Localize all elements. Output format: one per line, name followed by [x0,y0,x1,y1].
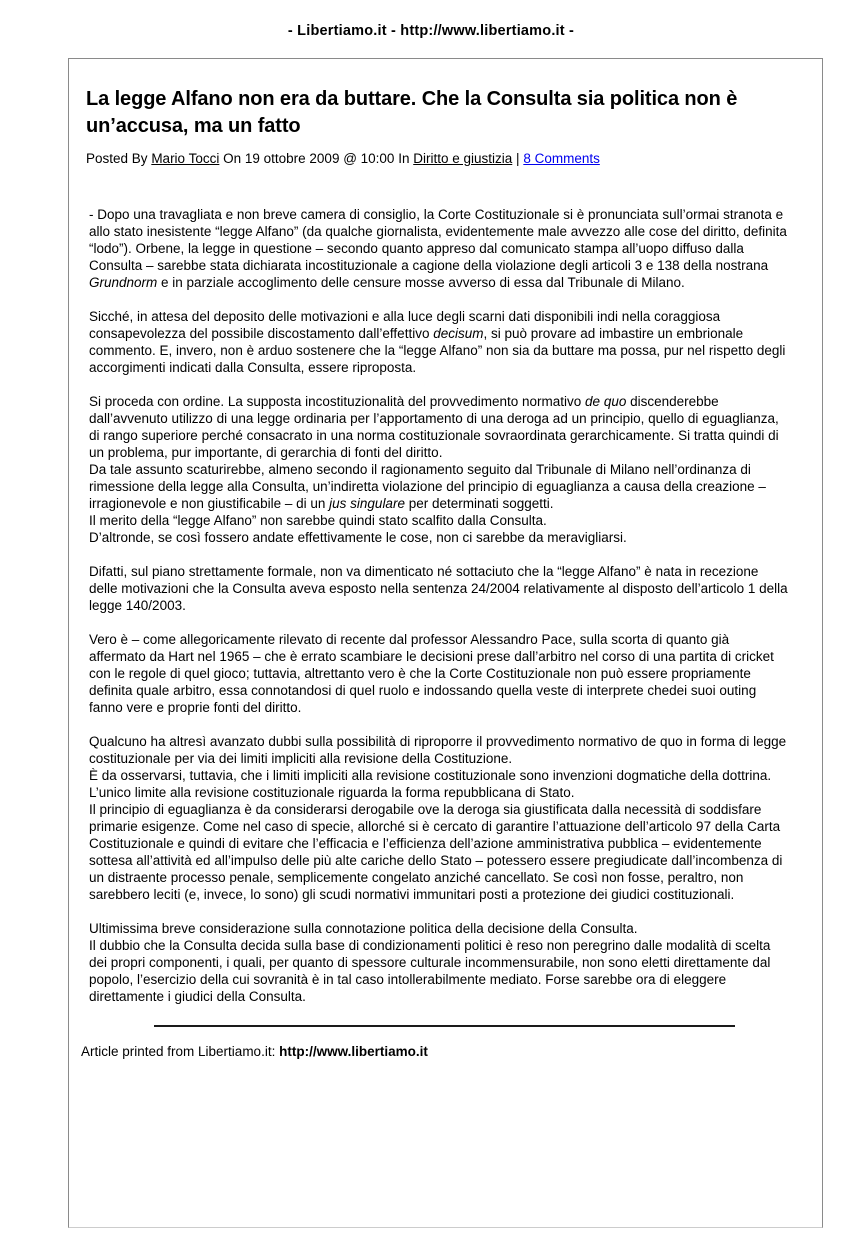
category-link[interactable]: Diritto e giustizia [413,151,513,166]
article-paragraph: Sicché, in attesa del deposito delle motivazioni e alla luce degli scarni dati disponibili indi nella coraggiosa consapevolezza del possibile discostamento dall’effettivo decisum, si può provare ad imbastire un embrionale commento. E, invero, non è arduo sostenere che la “legge Alfano” non sia da buttare ma possa, pur nel rispetto degli accorgimenti indicati dalla Consulta, essere riproposta. [89,309,786,375]
site-header: - Libertiamo.it - http://www.libertiamo.it - [287,23,575,39]
article-paragraph: Qualcuno ha altresì avanzato dubbi sulla possibilità di riproporre il provvedimento normativo de quo in forma di legge costituzionale per via dei limiti impliciti alla revisione della Costituzione. È da osservarsi, tuttavia, che i limiti impliciti alla revisione costituzionale sono invenzioni dogmatiche della dottrina. L’unico limite alla revisione costituzionale riguarda la forma repubblicana di Stato. Il principio di eguaglianza è da considerarsi derogabile ove la deroga sia giustificata dalla necessità di soddisfare primarie esigenze. Come nel caso di specie, allorché si è cercato di garantire l’attuazione dell’articolo 97 della Carta Costituzionale e quindi di evitare che l’efficacia e l’efficienza dell’azione amministrativa pubblica – evidentemente sottesa all’attività ed all’impulso delle più alte cariche dello Stato – potessero essere pregiudicate dall’incombenza di un distraente processo penale, semplicemente congelato anziché cancellato. Se così non fosse, peraltro, non sarebbero leciti (e, invece, lo sono) gli scudi normativi immunitari posti a protezione dei giudici costituzionali. [89,734,787,902]
article-title: La legge Alfano non era da buttare. Che la Consulta sia politica non è un’accusa, ma un fatto [86,88,738,137]
article-paragraph: Difatti, sul piano strettamente formale, non va dimenticato né sottaciuto che la “legge Alfano” è nata in recezione delle motivazioni che la Consulta aveva esposto nella sentenza 24/2004 relativamente al disposto dell’articolo 1 della legge 140/2003. [89,564,788,613]
footer-divider [154,1025,736,1027]
article-paragraph: Ultimissima breve considerazione sulla connotazione politica della decisione della Consulta. Il dubbio che la Consulta decida sulla base di condizionamenti politici è reso non peregrino dalle modalità di scelta dei propri componenti, i quali, per quanto di spessore culturale incommensurabile, non sono eletti direttamente dal popolo, l’esercizio della cui sovranità è in tal caso intollerabilmente mediato. Forse sarebbe ora di eleggere direttamente i giudici della Consulta. [89,921,771,1004]
article-footer [81,1043,808,1060]
byline-posted-by-label: Posted By [86,151,148,166]
article-paragraph: Vero è – come allegoricamente rilevato di recente dal professor Alessandro Pace, sulla scorta di quanto già affermato da Hart nel 1965 – che è errato scambiare le decisioni prese dall’arbitro nel corso di una partita di cricket con le regole di quel gioco; tuttavia, altrettanto vero è che la Corte Costituzionale non può essere propriamente definita quale arbitro, essa connotandosi di quel ruolo e indossando quella veste di interprete chedei suoi outing fanno vere e proprie fonti del diritto. [89,632,774,715]
byline-date-label: On 19 ottobre 2009 @ 10:00 In [223,151,410,166]
article-body [89,206,789,1005]
footer-url: http://www.libertiamo.it [279,1044,428,1059]
byline [86,150,808,167]
article-container [68,58,823,1228]
author-link[interactable]: Mario Tocci [151,151,220,166]
article-paragraph: - Dopo una travagliata e non breve camera di consiglio, la Corte Costituzionale si è pronunciata sull’ormai stranota e allo stato inesistente “legge Alfano” (da qualche giornalista, evidentemente male avvezzo alle cose del diritto, definita “lodo”). Orbene, la legge in questione – secondo quanto appreso dal comunicato stampa all’uopo diffuso dalla Consulta – sarebbe stata dichiarata incostituzionale a cagione della violazione degli articoli 3 e 138 della nostrana Grundnorm e in parziale accoglimento delle censure mosse avverso di essa dal Tribunale di Milano. [89,207,787,290]
comments-link[interactable]: 8 Comments [523,151,600,166]
article-paragraph: Si proceda con ordine. La supposta incostituzionalità del provvedimento normativo de quo discenderebbe dall’avvenuto utilizzo di una legge ordinaria per l’apportamento di una deroga ad un principio, quello di eguaglianza, di rango superiore perché consacrato in una norma costituzionale sovraordinata gerarchicamente. Si tratta quindi di un problema, pur importante, di gerarchia di fonti del diritto. Da tale assunto scaturirebbe, almeno secondo il ragionamento seguito dal Tribunale di Milano nell’ordinanza di rimessione della legge alla Consulta, un’indiretta violazione del principio di eguaglianza a causa della creazione – irragionevole e non giustificabile – di un jus singulare per determinati soggetti. Il merito della “legge Alfano” non sarebbe quindi stato scalfito dalla Consulta. D’altronde, se così fossero andate effettivamente le cose, non ci sarebbe da meravigliarsi. [89,394,779,545]
footer-prefix-label: Article printed from Libertiamo.it: [81,1044,276,1059]
byline-separator: | [516,151,520,166]
